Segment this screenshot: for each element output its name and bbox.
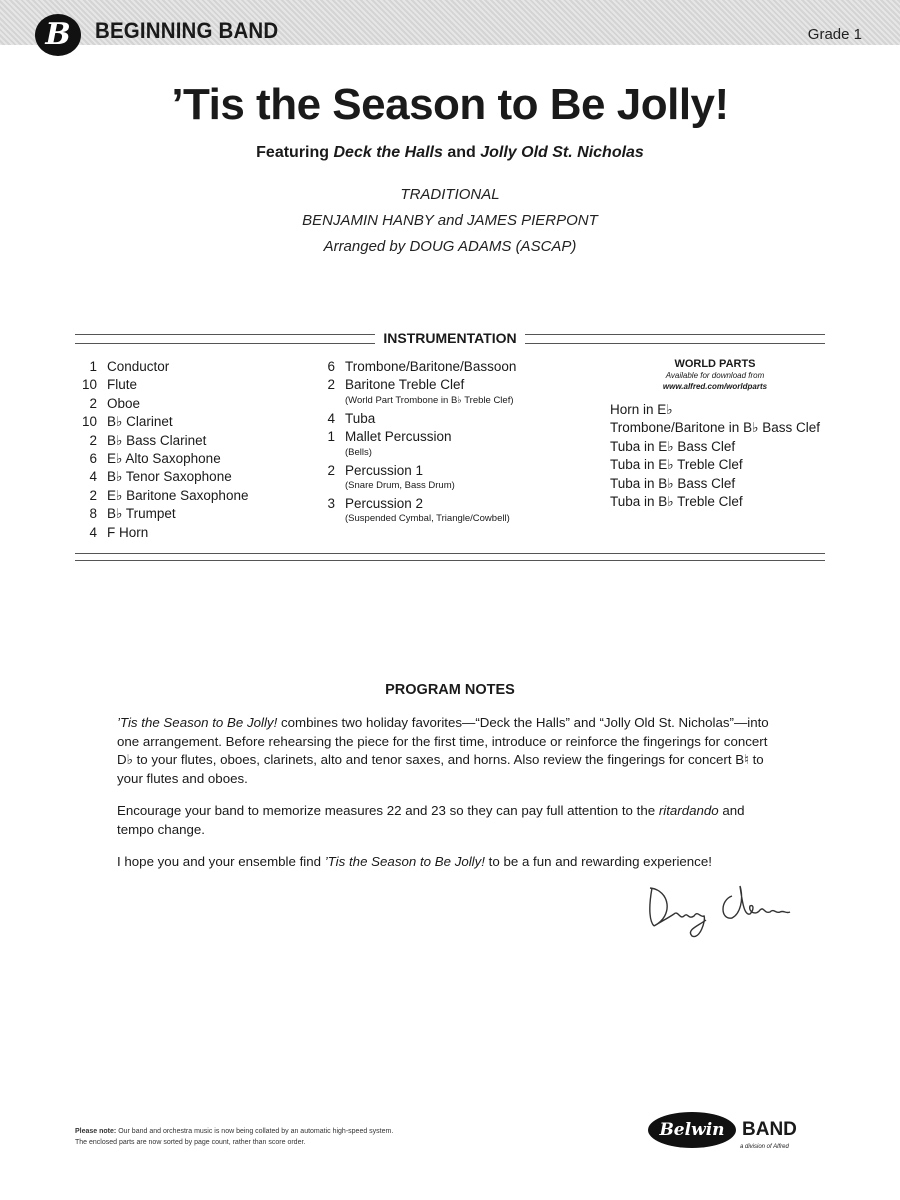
- instrument-row: [75, 432, 305, 450]
- instrument-count: 10: [81, 414, 97, 430]
- instrument-name: Trombone/Baritone/Bassoon: [345, 359, 517, 374]
- instrument-column-2: [313, 358, 583, 528]
- world-part-item: Tuba in B♭ Bass Clef: [610, 475, 736, 491]
- instrument-name: Percussion 1: [345, 462, 424, 478]
- instrument-row: [313, 462, 583, 480]
- instrument-count: 2: [89, 487, 97, 503]
- instrumentation-heading: INSTRUMENTATION: [0, 330, 900, 348]
- instrument-name: B♭ Tenor Saxophone: [107, 469, 232, 485]
- instrument-count: 6: [89, 450, 97, 466]
- notes-paragraph-2: Encourage your band to memorize measures 22 and 23 so they can pay full attention to the ritardando and tempo change.: [117, 803, 745, 837]
- world-parts-url[interactable]: www.alfred.com/worldparts: [662, 382, 768, 391]
- instrument-count: 6: [327, 359, 335, 374]
- please-note: Please note: Our band and orchestra music is now being collated by an automatic high-speed system. The enclosed parts are now sorted by page count, rather than score order.: [75, 1128, 394, 1146]
- instrument-count: 10: [81, 377, 97, 393]
- instrument-row: [75, 524, 305, 542]
- credit-traditional: TRADITIONAL: [400, 186, 500, 203]
- instrument-count: 4: [89, 524, 97, 540]
- featuring-subtitle: Featuring Deck the Halls and Jolly Old St. Nicholas: [256, 144, 644, 161]
- instrument-count: 2: [89, 395, 97, 411]
- world-part-item: Horn in E♭: [610, 402, 673, 417]
- belwin-band-logo: Belwin BAND a division of Alfred: [648, 1112, 833, 1156]
- instrument-note: (Suspended Cymbal, Triangle/Cowbell): [345, 513, 510, 525]
- instrument-name: Mallet Percussion: [345, 429, 452, 445]
- grade-label: Grade 1: [807, 26, 862, 43]
- song2-title: Jolly Old St. Nicholas: [480, 144, 644, 161]
- beginning-band-logo: B: [35, 14, 81, 56]
- instrument-name: E♭ Baritone Saxophone: [107, 487, 249, 503]
- credit-composers: BENJAMIN HANBY and JAMES PIERPONT: [302, 212, 598, 229]
- instrument-row: [313, 376, 583, 394]
- instrument-row: [75, 358, 305, 376]
- song1-title: Deck the Halls: [333, 144, 443, 161]
- program-notes-body: [117, 714, 785, 886]
- instrument-name: B♭ Bass Clarinet: [107, 432, 207, 448]
- world-parts-available: Available for download from: [665, 371, 765, 380]
- instrument-count: 2: [89, 432, 97, 448]
- notes-paragraph-1: ’Tis the Season to Be Jolly! combines two holiday favorites—“Deck the Halls” and “Jolly Old St. Nicholas”—into one arrangement. Before rehearsing the piece for the first time, introduce or reinforce the fingerings for concert D♭ to your flutes, oboes, clarinets, alto and tenor saxes, and horns. Also review the fingerings for concert B♮ to your flutes and oboes.: [117, 715, 769, 786]
- instrument-name: Tuba: [345, 410, 376, 426]
- world-part-item: Tuba in E♭ Treble Clef: [610, 457, 743, 473]
- instrument-count: 4: [89, 469, 97, 485]
- instrument-count: 1: [327, 429, 335, 445]
- instrument-row: [75, 395, 305, 413]
- world-part-item: Tuba in B♭ Treble Clef: [610, 493, 743, 509]
- notes-paragraph-3: I hope you and your ensemble find ’Tis the Season to Be Jolly! to be a fun and rewarding experience!: [117, 854, 712, 869]
- instrument-row: [313, 410, 583, 428]
- instrument-name: B♭ Clarinet: [107, 414, 173, 430]
- instrument-count: 1: [89, 359, 97, 374]
- instrument-name: Oboe: [107, 395, 141, 411]
- instrument-row: [75, 376, 305, 394]
- instrument-name: Baritone Treble Clef: [345, 377, 465, 393]
- instrument-row: [75, 468, 305, 486]
- arranger-signature: [640, 870, 800, 950]
- instrumentation-bottom-rule: [75, 553, 825, 561]
- instrument-name: Conductor: [107, 359, 170, 374]
- instrument-name: B♭ Trumpet: [107, 506, 176, 522]
- piece-title: ’Tis the Season to Be Jolly!: [171, 80, 729, 129]
- instrument-row: [313, 358, 583, 376]
- instrument-row: [75, 450, 305, 468]
- world-parts-box: [610, 358, 835, 511]
- instrument-note: (Bells): [345, 446, 372, 458]
- instrument-note: (Snare Drum, Bass Drum): [345, 479, 455, 491]
- instrument-row: [75, 487, 305, 505]
- instrument-name: Flute: [107, 377, 138, 393]
- world-parts-title: WORLD PARTS: [674, 358, 756, 370]
- instrument-name: Percussion 2: [345, 495, 424, 511]
- instrument-row: [313, 495, 583, 513]
- series-title: BEGINNING BAND: [95, 18, 279, 43]
- instrument-count: 2: [327, 462, 335, 478]
- credit-arranger: Arranged by DOUG ADAMS (ASCAP): [323, 238, 577, 255]
- instrument-name: E♭ Alto Saxophone: [107, 450, 221, 466]
- program-notes-heading: PROGRAM NOTES: [385, 682, 515, 698]
- instrument-row: [313, 428, 583, 446]
- instrument-note: (World Part Trombone in B♭ Treble Clef): [345, 394, 514, 406]
- instrument-row: [75, 505, 305, 523]
- instrument-name: F Horn: [107, 524, 149, 540]
- world-part-item: Tuba in E♭ Bass Clef: [610, 438, 736, 454]
- instrument-count: 8: [89, 506, 97, 522]
- world-part-item: Trombone/Baritone in B♭ Bass Clef: [610, 420, 820, 436]
- instrument-count: 2: [327, 377, 335, 393]
- instrument-count: 4: [327, 410, 335, 426]
- instrument-row: [75, 413, 305, 431]
- instrument-count: 3: [327, 495, 335, 511]
- instrument-column-1: [75, 358, 305, 542]
